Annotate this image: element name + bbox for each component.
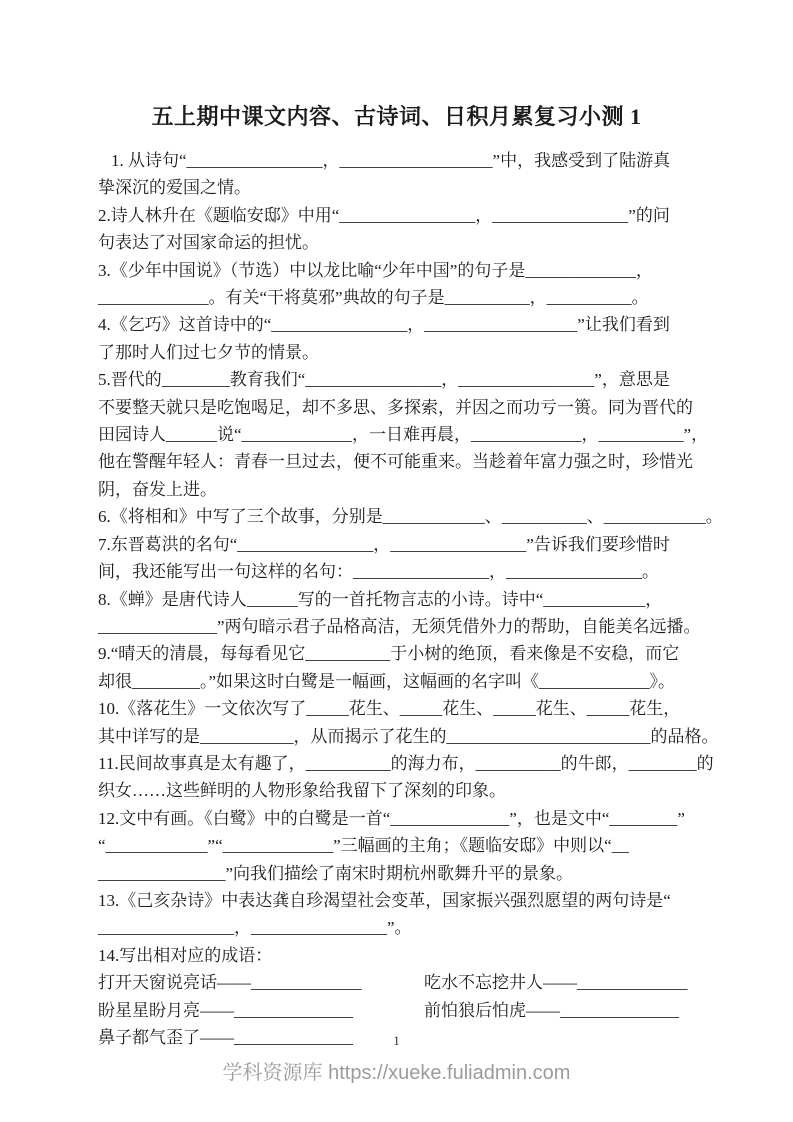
question-5-line-2: 不要整天就只是吃饱喝足，却不多思、多探索，并因之而功亏一篑。同为晋代的	[98, 397, 693, 417]
page-number: 1	[393, 1033, 400, 1048]
idiom-pair-right: 前怕狼后怕虎——______________	[424, 1000, 679, 1020]
question-5-line-4: 他在警醒年轻人：青春一旦过去，便不可能重来。当趁着年富力强之时，珍惜光	[98, 452, 693, 472]
question-6-line-1: 6.《将相和》中写了三个故事，分别是____________、__________、____________。	[98, 507, 723, 527]
idiom-pair-left: 打开天窗说亮话——_____________	[98, 973, 362, 993]
question-5-line-5: 阴，奋发上进。	[98, 479, 217, 499]
question-11-line-1: 11.民间故事真是太有趣了，__________的海力布，__________的牛郎，________的	[98, 753, 714, 773]
idiom-row	[98, 997, 793, 1024]
question-11-line-2: 织女……这些鲜明的人物形象给我留下了深刻的印象。	[98, 781, 506, 801]
question-2-line-2: 句表达了对国家命运的担忧。	[98, 233, 319, 253]
question-9-line-2: 却很________。”如果这时白鹭是一幅画，这幅画的名字叫《_____________》。	[98, 671, 676, 691]
question-12-line-1: 12.文中有画。《白鹭》中的白鹭是一首“______________”，也是文中“________”	[98, 808, 685, 828]
idiom-pair-left: 鼻子都气歪了——______________	[98, 1028, 353, 1047]
question-7-line-2: 间，我还能写出一句这样的名句：________________，________________。	[98, 562, 659, 582]
question-8-line-1: 8.《蝉》是唐代诗人______写的一首托物言志的小诗。诗中“____________，	[98, 589, 663, 609]
question-8-line-2: ______________”两句暗示君子品格高洁，无须凭借外力的帮助，自能美名远播。	[98, 616, 701, 636]
question-4-line-2: 了那时人们过七夕节的情景。	[98, 342, 319, 362]
question-14-intro: 14.写出相对应的成语：	[98, 945, 273, 965]
question-13-line-2: ________________，________________”。	[98, 918, 412, 938]
question-10-line-2: 其中详写的是___________，从而揭示了花生的________________________的品格。	[98, 726, 719, 746]
idiom-row	[98, 969, 793, 996]
question-5-line-3: 田园诗人______说“_____________，一日难再晨，_____________，__________”，	[98, 425, 709, 445]
question-10-line-1: 10.《落花生》一文依次写了_____花生、_____花生、_____花生、_____花生，	[98, 699, 681, 719]
question-4-line-1: 4.《乞巧》这首诗中的“________________，__________________”让我们看到	[98, 315, 670, 335]
question-9-line-1: 9.“晴天的清晨，每每看见它__________于小树的绝顶，看来像是不安稳，而它	[98, 644, 680, 664]
question-3-line-2: _____________。有关“干将莫邪”典故的句子是__________，__________。	[98, 288, 649, 308]
idiom-pair-right: 吃水不忘挖井人——_____________	[424, 973, 688, 993]
question-2-line-1: 2.诗人林升在《题临安邸》中用“________________，________________”的问	[98, 205, 670, 225]
question-12-line-3: _______________”向我们描绘了南宋时期杭州歌舞升平的景象。	[98, 863, 574, 883]
page-title: 五上期中课文内容、古诗词、日积月累复习小测 1	[151, 104, 642, 129]
question-1-line-1: 1. 从诗句“________________，__________________”中，我感受到了陆游真	[111, 151, 671, 170]
question-13-line-1: 13.《己亥杂诗》中表达龚自珍渴望社会变革，国家振兴强烈愿望的两句诗是“	[98, 890, 671, 910]
question-1-line-2: 挚深沉的爱国之情。	[98, 178, 251, 198]
question-7-line-1: 7.东晋葛洪的名句“________________，________________”告诉我们要珍惜时	[98, 534, 670, 554]
question-5-line-1: 5.晋代的________教育我们“________________，________________”，意思是	[98, 370, 670, 390]
idiom-pair-left: 盼星星盼月亮——______________	[98, 1000, 353, 1020]
watermark-text: 学科资源库 https://xueke.fuliadmin.com	[222, 1062, 571, 1084]
question-3-line-1: 3.《少年中国说》（节选）中以龙比喻“少年中国”的句子是_____________，	[98, 260, 653, 280]
question-12-line-2: “____________”“_____________”三幅画的主角；《题临安邸》中则以“__	[98, 836, 629, 856]
